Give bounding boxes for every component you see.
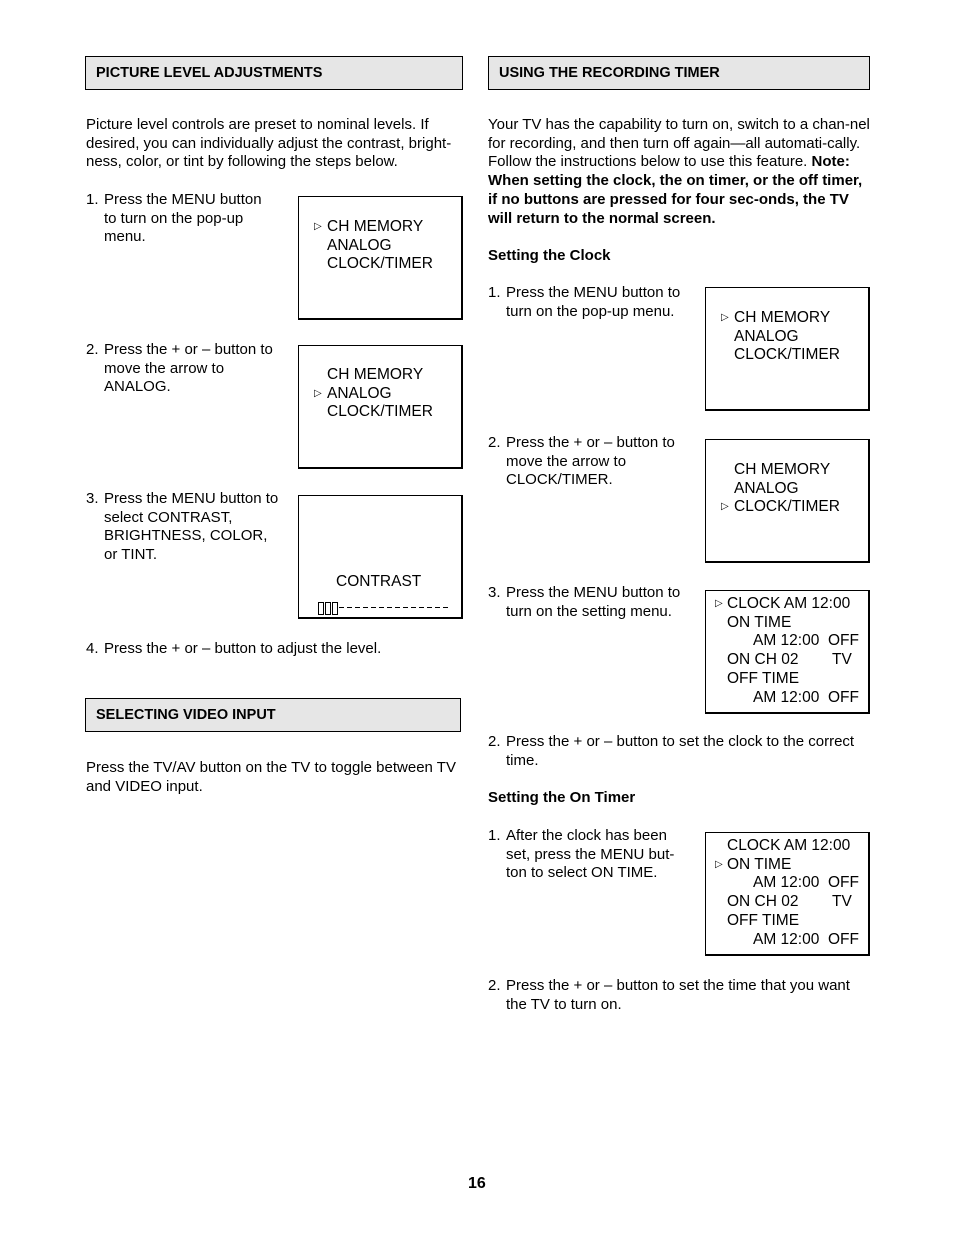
menu-screen-ch-memory: [298, 196, 463, 320]
setting-off-time: OFF TIME: [727, 669, 800, 687]
setting-on-time: ON TIME: [727, 613, 792, 631]
menu-item-ch-memory: CH MEMORY: [734, 461, 831, 478]
setting-off-time-state: OFF: [828, 688, 859, 706]
level-cell-empty: [443, 607, 448, 608]
menu-item-analog: ANALOG: [734, 327, 799, 345]
menu-item-ch-memory: CH MEMORY: [734, 309, 831, 326]
step-number: 3.: [86, 490, 99, 507]
on-timer-step-1: [488, 827, 688, 883]
level-cell-empty: [339, 607, 344, 608]
selection-arrow-icon: ▷: [715, 598, 723, 609]
level-cell-empty: [379, 607, 384, 608]
setting-on-time: ON TIME: [727, 855, 792, 873]
clock-step-1: [488, 284, 682, 321]
menu-item-clock-timer: CLOCK/TIMER: [327, 403, 433, 421]
setting-off-time: OFF TIME: [727, 911, 800, 929]
step-number: 4.: [86, 640, 99, 657]
setting-on-time-value: AM 12:00: [753, 632, 820, 650]
picture-step-4: [86, 640, 466, 659]
setting-menu-screen-on-time: [705, 832, 870, 956]
step-number: 1.: [488, 827, 501, 844]
picture-step-1: [86, 191, 276, 247]
step-number: 3.: [488, 584, 501, 601]
menu-item-ch-memory: CH MEMORY: [327, 366, 424, 383]
picture-level-header: PICTURE LEVEL ADJUSTMENTS: [85, 56, 463, 90]
recording-timer-header: USING THE RECORDING TIMER: [488, 56, 870, 90]
setting-menu-screen-clock: [705, 590, 870, 714]
clock-step-4: [488, 733, 872, 770]
contrast-label: CONTRAST: [336, 573, 422, 590]
level-cell-empty: [363, 607, 368, 608]
menu-item-analog: ANALOG: [327, 236, 392, 254]
on-timer-step-2: [488, 977, 872, 1014]
selection-arrow-icon: ▷: [721, 501, 729, 513]
timer-intro: [488, 116, 872, 228]
menu-item-clock-timer: CLOCK/TIMER: [327, 255, 433, 273]
level-cell-empty: [419, 607, 424, 608]
setting-on-channel: ON CH 02: [727, 893, 799, 911]
selection-arrow-icon: ▷: [314, 387, 322, 399]
level-cell-empty: [347, 607, 352, 608]
setting-on-channel: ON CH 02: [727, 651, 799, 669]
selection-arrow-icon: ▷: [715, 858, 723, 870]
level-cell-empty: [355, 607, 360, 608]
timer-intro-text: Your TV has the capability to turn on, switch to a chan-nel for recording, and then turn off again—all automati-cally. Follow the instructions below to use this feature.: [488, 116, 870, 171]
setting-on-channel-mode: TV: [832, 651, 852, 669]
setting-clock: CLOCK AM 12:00: [727, 837, 851, 854]
step-text: Press the + or – button to move the arrow to CLOCK/TIMER.: [506, 434, 675, 489]
step-number: 1.: [86, 191, 99, 208]
clock-step-3: [488, 584, 682, 621]
menu-item-clock-timer: CLOCK/TIMER: [734, 498, 840, 516]
setting-off-time-value: AM 12:00: [753, 688, 820, 706]
level-cell-empty: [403, 607, 408, 608]
step-text: Press the + or – button to set the clock to the correct time.: [506, 733, 855, 769]
picture-intro: Picture level controls are preset to nominal levels. If desired, you can individually adjust the contrast, bright-ness, color, or tint by following the steps below.: [86, 116, 452, 171]
setting-on-channel-mode: TV: [832, 893, 852, 911]
clock-menu-screen-2: [705, 439, 870, 563]
setting-clock-title: Setting the Clock: [488, 247, 611, 264]
setting-on-time-value: AM 12:00: [753, 874, 820, 892]
page-number: 16: [468, 1175, 486, 1192]
menu-item-clock-timer: CLOCK/TIMER: [734, 346, 840, 364]
contrast-screen: [298, 495, 463, 619]
step-text: Press the MENU button to turn on the setting menu.: [506, 584, 681, 620]
menu-item-analog: ANALOG: [734, 479, 799, 497]
level-cell-empty: [411, 607, 416, 608]
setting-on-timer-title: Setting the On Timer: [488, 789, 636, 806]
step-text: Press the MENU button to select CONTRAST, BRIGHTNESS, COLOR, or TINT.: [104, 490, 279, 564]
level-cell-empty: [395, 607, 400, 608]
menu-item-analog: ANALOG: [327, 384, 392, 402]
step-number: 1.: [488, 284, 501, 301]
menu-item-ch-memory: CH MEMORY: [327, 218, 424, 235]
setting-off-time-value: AM 12:00: [753, 930, 820, 948]
contrast-level-bar: [318, 597, 451, 615]
level-cell-filled: [325, 602, 331, 615]
setting-clock: CLOCK AM 12:00: [727, 595, 851, 612]
step-number: 2.: [86, 341, 99, 358]
timer-note: Note: When setting the clock, the on timer, or the off timer, if no buttons are pressed for four sec-onds, the TV will return to the normal screen.: [488, 153, 863, 227]
video-input-header: SELECTING VIDEO INPUT: [85, 698, 461, 732]
level-cell-empty: [427, 607, 432, 608]
clock-menu-screen-1: [705, 287, 870, 411]
step-number: 2.: [488, 977, 501, 994]
setting-off-time-state: OFF: [828, 930, 859, 948]
step-number: 2.: [488, 733, 501, 750]
step-text: Press the MENU button to turn on the pop-up menu.: [104, 191, 262, 246]
setting-on-time-state: OFF: [828, 632, 859, 650]
step-text: Press the MENU button to turn on the pop-up menu.: [506, 284, 681, 320]
step-text: Press the + or – button to set the time that you want the TV to turn on.: [506, 977, 850, 1013]
clock-step-2: [488, 434, 686, 490]
level-cell-empty: [371, 607, 376, 608]
setting-on-time-state: OFF: [828, 874, 859, 892]
video-input-text: Press the TV/AV button on the TV to toggle between TV and VIDEO input.: [86, 759, 456, 795]
step-text: Press the + or – button to move the arrow to ANALOG.: [104, 341, 273, 396]
selection-arrow-icon: ▷: [721, 312, 729, 323]
step-number: 2.: [488, 434, 501, 451]
selection-arrow-icon: ▷: [314, 221, 322, 232]
menu-screen-analog: [298, 345, 463, 469]
level-cell-empty: [435, 607, 440, 608]
picture-step-2: [86, 341, 276, 397]
step-text: After the clock has been set, press the MENU but-ton to select ON TIME.: [506, 827, 675, 882]
level-cell-filled: [318, 602, 324, 615]
level-cell-filled: [332, 602, 338, 615]
step-text: Press the + or – button to adjust the level.: [104, 640, 382, 657]
picture-step-3: [86, 490, 282, 565]
level-cell-empty: [387, 607, 392, 608]
